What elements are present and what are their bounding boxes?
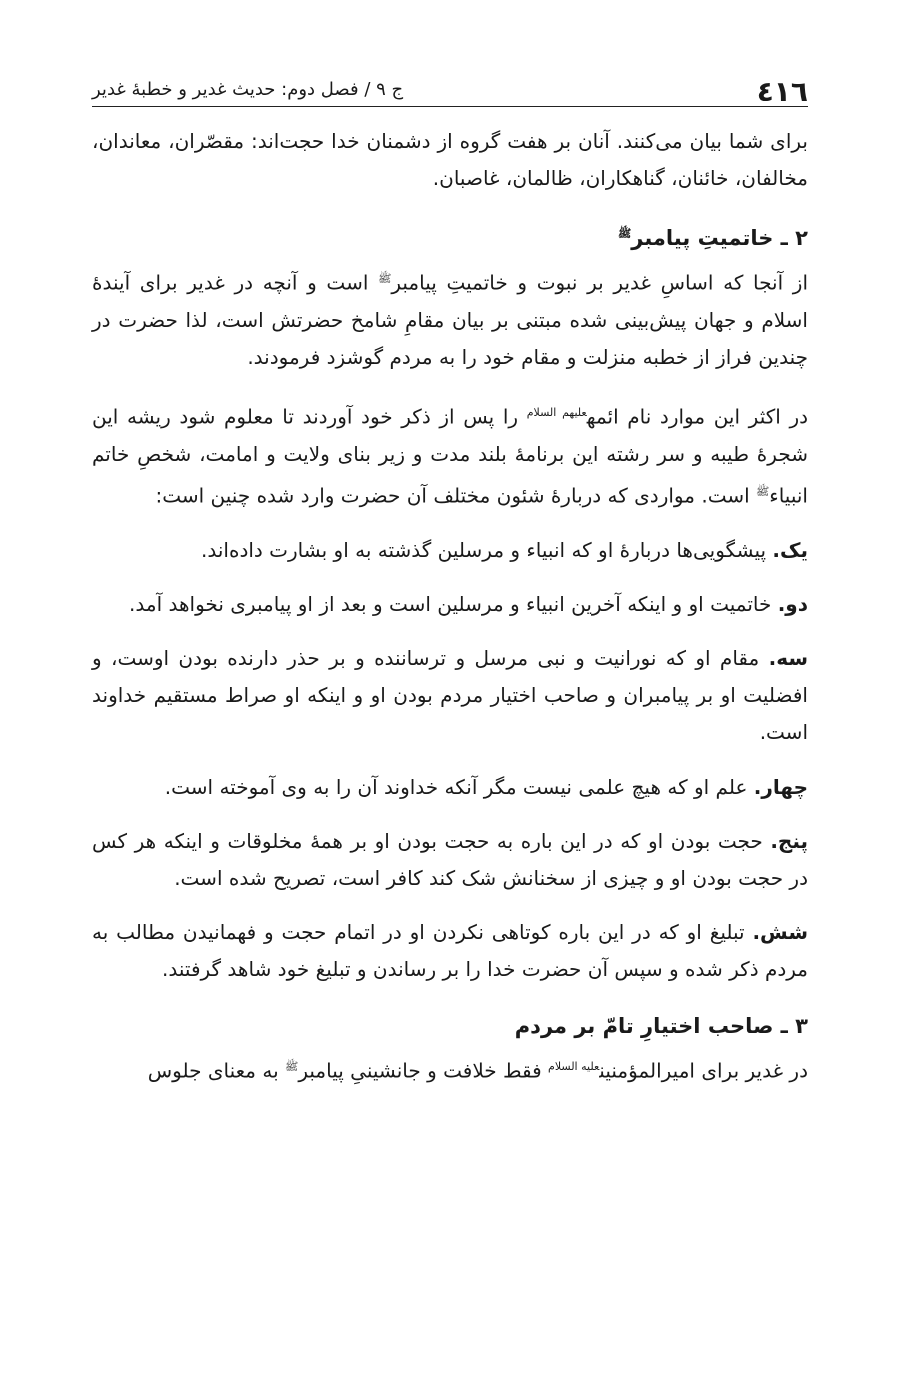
running-head: ج ۹ / فصل دوم: حديث غدير و خطبۀ غدير: [92, 78, 404, 100]
item-text: پيشگويى‌ها دربارۀ او كه انبياء و مرسلين گذشته به او بشارت داده‌اند.: [201, 537, 773, 562]
text-run: در غدير براى اميرالمؤمنين: [599, 1058, 808, 1083]
item-number: يک.: [772, 537, 808, 562]
salawat-mark: ﷺ: [756, 484, 770, 498]
item-number: پنج.: [770, 828, 808, 853]
salawat-mark: ﷺ: [617, 227, 632, 241]
item-text: خاتميت او و اينكه آخرين انبياء و مرسلين است و بعد از او پيامبرى نخواهد آمد.: [129, 591, 778, 616]
list-item-3: [92, 640, 808, 752]
section-2-heading-text: ۲ ـ خاتميتِ پيامبر: [631, 226, 808, 251]
list-item-2: [92, 586, 808, 623]
intro-paragraph: براى شما بيان مى‌كنند. آنان بر هفت گروه از دشمنان خدا حجت‌اند: مقصّران، معاندان، مخالفان، خائنان، گناهكاران، ظالمان، غاصبان.: [92, 129, 808, 191]
item-text: علم او كه هيچ علمى نيست مگر آنكه خداوند آن را به وى آموخته است.: [164, 774, 754, 799]
item-number: دو.: [777, 591, 808, 616]
page-header: [92, 62, 808, 107]
salawat-mark: ﷺ: [378, 272, 392, 286]
item-text: مقام او كه نورانيت و نبى مرسل و ترساننده و بر حذر دارنده بودن اوست، و افضليت او بر پيامبران و صاحب اختيار مردم بودن او و اينكه او صراط مستقيم خداوند است.: [92, 646, 808, 745]
item-number: چهار.: [753, 774, 808, 799]
salawat-mark: عليه السلام: [548, 1059, 600, 1073]
list-item-4: [92, 769, 808, 806]
text-run: فقط خلافت و جانشينىِ پيامبر: [298, 1058, 542, 1083]
section-2-paragraph-2: [92, 394, 808, 515]
book-page: [92, 62, 808, 1106]
list-item-6: [92, 914, 808, 988]
section-3-heading: ۳ ـ صاحب اختيارِ تامّ بر مردم: [514, 1013, 808, 1038]
text-run: در اكثر اين موارد نام ائمه: [586, 404, 809, 429]
text-run: است. مواردى كه دربارۀ شئون مختلف آن حضرت وارد شده چنين است:: [155, 483, 750, 508]
item-text: تبليغ او كه در اين باره كوتاهى نكردن او در اتمام حجت و فهمانيدن مطالب به مردم ذكر شده و سپس آن حضرت خدا را بر رساندن و تبليغ خود شاهد گرفتند.: [92, 920, 808, 982]
text-run: از آنجا كه اساسِ غدير بر نبوت و خاتميتِ پيامبر: [391, 271, 809, 296]
list-item-1: [92, 532, 808, 569]
item-text: حجت بودن او كه در اين باره به حجت بودن او بر همۀ مخلوقات و اينكه هر كس در حجت بودن او و چيزى از سخنانش شک كند كافر است، تصريح شده است.: [92, 828, 808, 891]
list-item-5: [92, 823, 808, 897]
salawat-mark: عليهم السلام: [526, 405, 587, 419]
section-2-paragraph-1: [92, 260, 808, 376]
item-number: شش.: [752, 920, 808, 945]
item-number: سه.: [768, 646, 808, 670]
text-run: را پس از ذكر خود آوردند تا معلوم شود ريشه اين شجرۀ طيبه و سر رشته اين برنامۀ بلند مدت و زير بناى ولايت و امامت، شخصِ خاتم انبياء: [92, 404, 808, 508]
section-3-paragraph-1: [92, 1048, 808, 1090]
salawat-mark: ﷺ: [285, 1059, 299, 1073]
text-run: به معناى جلوس: [147, 1058, 279, 1083]
text-run: است و آنچه در غدير براى آيندۀ اسلام و جهان پيش‌بينى شده مبتنى بر بيان مقامِ شامخ حضرتش است، لذا حضرت در چندين فراز از خطبه منزلت و مقام خود را به مردم گوشزد فرمودند.: [92, 271, 808, 370]
page-number: ٤١٦: [756, 75, 808, 108]
section-2-heading: [92, 214, 808, 258]
